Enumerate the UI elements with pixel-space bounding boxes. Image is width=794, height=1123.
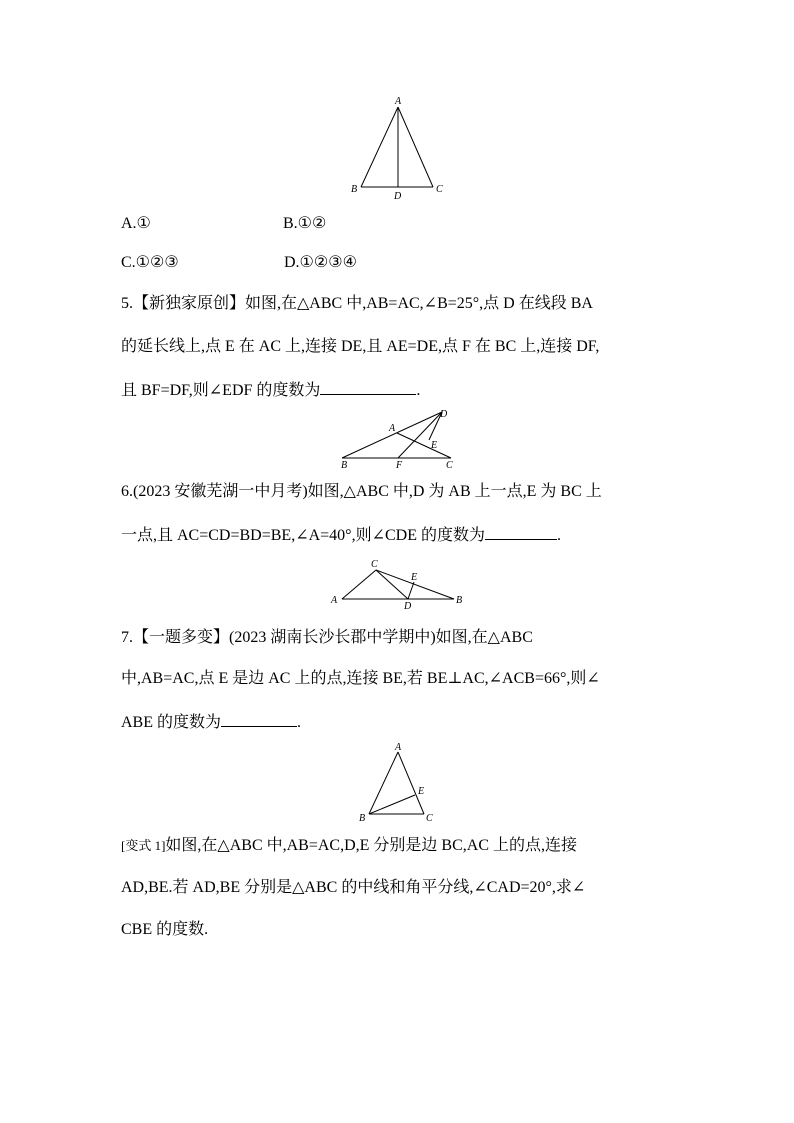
option-b: B.①②: [283, 215, 327, 232]
label-c: C: [371, 559, 378, 570]
q6-line2-end: .: [557, 527, 561, 544]
label-d: D: [404, 601, 412, 612]
q7-line2: 中,AB=AC,点 E 是边 AC 上的点,连接 BE,若 BE⊥AC,∠ACB=66°,则∠: [121, 670, 600, 687]
label-e: E: [431, 440, 438, 451]
label-a: A: [389, 423, 396, 434]
label-a: A: [395, 96, 402, 107]
q5-line1: 5.【新独家原创】如图,在△ABC 中,AB=AC,∠B=25°,点 D 在线段 BA: [121, 295, 593, 312]
segment-de: [429, 412, 442, 440]
q4-options-row2: [121, 253, 357, 273]
q5-line2: 的延长线上,点 E 在 AC 上,连接 DE,且 AE=DE,点 F 在 BC 上,连接 DF,: [121, 338, 600, 355]
variant1-line2: AD,BE.若 AD,BE 分别是△ABC 的中线和角平分线,∠CAD=20°,求∠: [121, 879, 586, 896]
label-b: B: [341, 460, 348, 471]
segment-bd: [342, 412, 442, 458]
q5-line3-text: 且 BF=DF,则∠EDF 的度数为: [121, 382, 321, 399]
segment-ac: [398, 752, 424, 814]
q6-line1: 6.(2023 安徽芜湖一中月考)如图,△ABC 中,D 为 AB 上一点,E 为 BC 上: [121, 483, 602, 500]
option-a: A.①: [121, 215, 151, 232]
label-c: C: [446, 460, 453, 471]
segment-cd: [376, 570, 408, 599]
segment-de: [408, 582, 414, 599]
option-d: D.①②③④: [284, 254, 357, 271]
q6-line2-text: 一点,且 AC=CD=BD=BE,∠A=40°,则∠CDE 的度数为: [121, 527, 485, 544]
label-c: C: [426, 813, 433, 824]
segment-ab: [369, 752, 398, 814]
label-b: B: [456, 595, 463, 606]
q6-line2: [121, 524, 561, 546]
variant1-line1-text: 如图,在△ABC 中,AB=AC,D,E 分别是边 BC,AC 上的点,连接: [165, 837, 578, 854]
label-a: A: [331, 595, 338, 606]
answer-blank[interactable]: [485, 524, 557, 540]
answer-blank[interactable]: [320, 379, 416, 395]
label-c: C: [436, 184, 443, 195]
q7-line3-end: .: [297, 714, 302, 731]
variant1-line1: [121, 836, 577, 856]
label-d: D: [440, 409, 448, 420]
segment-be: [369, 795, 415, 814]
segment-cb: [376, 570, 454, 599]
label-a: A: [395, 742, 402, 753]
label-b: B: [351, 184, 358, 195]
segment-ac: [342, 570, 376, 599]
segment-ac: [398, 107, 433, 187]
option-c: C.①②③: [121, 254, 179, 271]
q7-line1: 7.【一题多变】(2023 湖南长沙长郡中学期中)如图,在△ABC: [121, 629, 533, 646]
label-b: B: [359, 813, 366, 824]
segment-df: [398, 412, 442, 458]
q5-line3: [121, 379, 420, 401]
label-e: E: [418, 786, 425, 797]
q5-line3-end: .: [416, 382, 421, 399]
q7-line3: [121, 711, 301, 733]
variant-tag: [变式 1]: [121, 838, 166, 853]
variant1-line3: CBE 的度数.: [121, 921, 209, 938]
q4-options-row1: [121, 214, 327, 234]
answer-blank[interactable]: [221, 711, 297, 727]
label-d: D: [394, 191, 402, 202]
segment-ac: [397, 433, 451, 458]
segment-ab: [361, 107, 398, 187]
label-e: E: [411, 572, 418, 583]
label-f: F: [396, 460, 403, 471]
q7-line3-text: ABE 的度数为: [121, 714, 222, 731]
